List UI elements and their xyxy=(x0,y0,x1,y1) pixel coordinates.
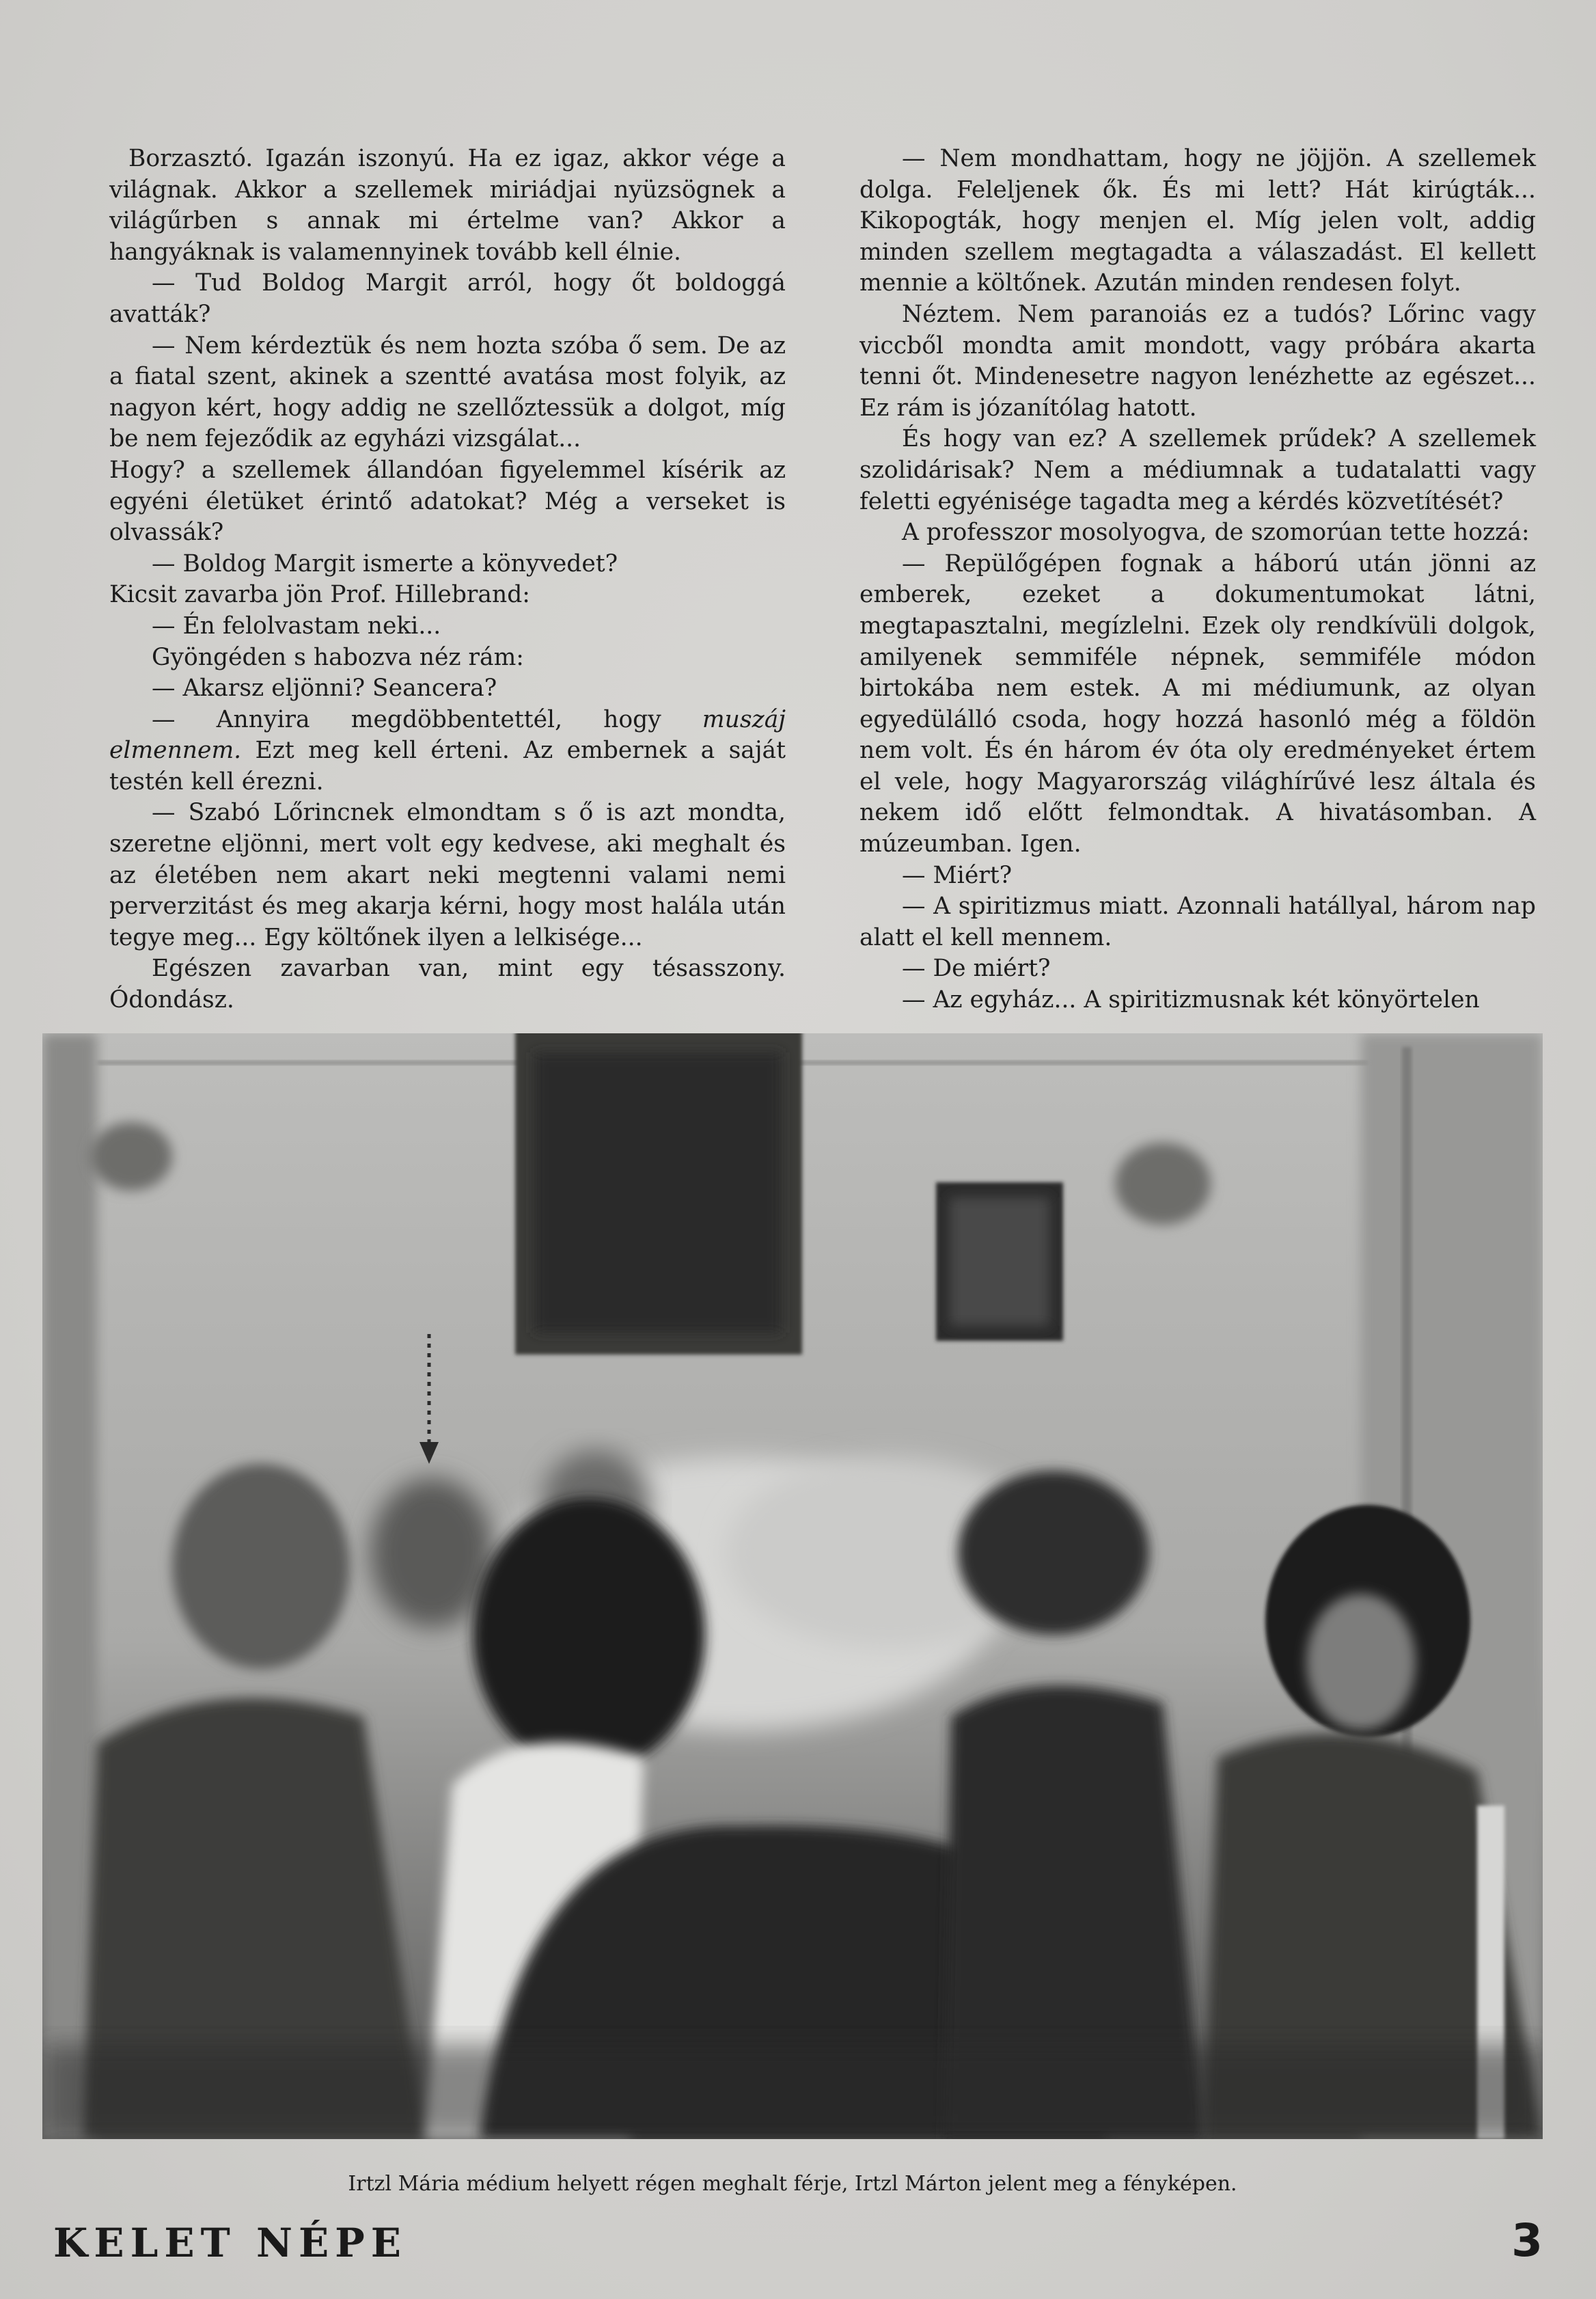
paragraph: Egészen zavarban van, mint egy tésasszony. Ódondász. xyxy=(109,955,786,1014)
article-column-left xyxy=(109,144,786,1016)
emphasized-text: muszáj elmennem. xyxy=(109,705,786,765)
paragraph: — Tud Boldog Margit arról, hogy őt boldoggá avatták? xyxy=(109,269,786,328)
paragraph-text: Ezt meg kell érteni. Az embernek a saját testén kell érezni. xyxy=(109,737,786,795)
paragraph: Hogy? a szellemek állandóan figyelemmel kísérik az egyéni életüket érintő adatokat? Még a verseket is olvassák? xyxy=(109,456,786,547)
paragraph: — Boldog Margit ismerte a könyvedet? xyxy=(152,549,618,577)
paragraph: — De miért? xyxy=(902,955,1051,983)
paragraph: Borzasztó. Igazán iszonyú. Ha ez igaz, akkor vége a világnak. Akkor a szellemek miriádjai nyüzsögnek a világűrben s annak mi értelme van? Akkor a hangyáknak is valamennyinek tovább kell élnie. xyxy=(109,145,786,266)
paragraph: — Miért? xyxy=(902,861,1013,889)
photo-illustration xyxy=(42,1033,1543,2139)
paragraph: A professzor mosolyogva, de szomorúan tette hozzá: xyxy=(902,519,1530,547)
paragraph: — Akarsz eljönni? Seancera? xyxy=(152,675,497,703)
page-number: 3 xyxy=(1511,2214,1543,2267)
paragraph xyxy=(109,705,786,798)
paragraph: — Nem kérdeztük és nem hozta szóba ő sem. De az a fiatal szent, akinek a szentté avatása most folyik, az nagyon kért, hogy addig ne szellőztessük a dolgot, míg be nem fejeződik az egyházi vizsgálat... xyxy=(109,331,786,453)
paragraph: — Az egyház... A spiritizmusnak két könyörtelen xyxy=(902,986,1480,1014)
paragraph-text: — Annyira megdöbbentettél, hogy xyxy=(152,705,702,733)
publication-name: KELET NÉPE xyxy=(53,2220,408,2266)
paragraph: — Szabó Lőrincnek elmondtam s ő is azt mondta, szeretne eljönni, mert volt egy kedvese, aki meghalt és az életében nem akart neki megtenni valami nemi perverzitást és meg akarja kérni, hogy most halála után tegye meg... Egy költőnek ilyen a lelkisége... xyxy=(109,799,786,951)
paragraph: — Nem mondhattam, hogy ne jöjjön. A szellemek dolga. Feleljenek ők. És mi lett? Hát kirúgták... Kikopogták, hogy menjen el. Míg jelen volt, addig minden szellem megtagadta a válaszadást. El kellett mennie a költőnek. Azután minden rendesen folyt. xyxy=(859,145,1536,297)
paragraph: — Repülőgépen fognak a háború után jönni az emberek, ezeket a dokumentumokat látni, megtapasztalni, megízlelni. Ezek oly rendkívüli dolgok, amilyenek semmiféle népnek, semmiféle módon birtokába nem estek. A mi médiumunk, az olyan egyedülálló csoda, hogy hozzá hasonló még a földön nem volt. És én három év óta oly eredményeket értem el vele, hogy Magyarország világhírűvé lesz általa és nekem idő előtt felmondtak. A hivatásomban. A múzeumban. Igen. xyxy=(859,549,1536,858)
seance-photograph xyxy=(42,1033,1543,2139)
paragraph: És hogy van ez? A szellemek prűdek? A szellemek szolidárisak? Nem a médiumnak a tudatalatti vagy feletti egyénisége tagadta meg a kérdés közvetítését? xyxy=(859,425,1536,515)
paragraph: Kicsit zavarba jön Prof. Hillebrand: xyxy=(109,581,530,609)
paragraph: — A spiritizmus miatt. Azonnali hatállyal, három nap alatt el kell mennem. xyxy=(859,893,1536,951)
paragraph: Gyöngéden s habozva néz rám: xyxy=(152,643,524,671)
paragraph: Néztem. Nem paranoiás ez a tudós? Lőrinc vagy viccből mondta amit mondott, vagy próbára akarta tenni őt. Mindenesetre nagyon lenézhette az egészet... Ez rám is józanítólag hatott. xyxy=(859,300,1536,422)
article-column-right xyxy=(859,144,1536,1016)
paragraph: — Én felolvastam neki... xyxy=(152,612,441,640)
photo-caption: Irtzl Mária médium helyett régen meghalt férje, Irtzl Márton jelent meg a fényképen. xyxy=(348,2172,1237,2196)
